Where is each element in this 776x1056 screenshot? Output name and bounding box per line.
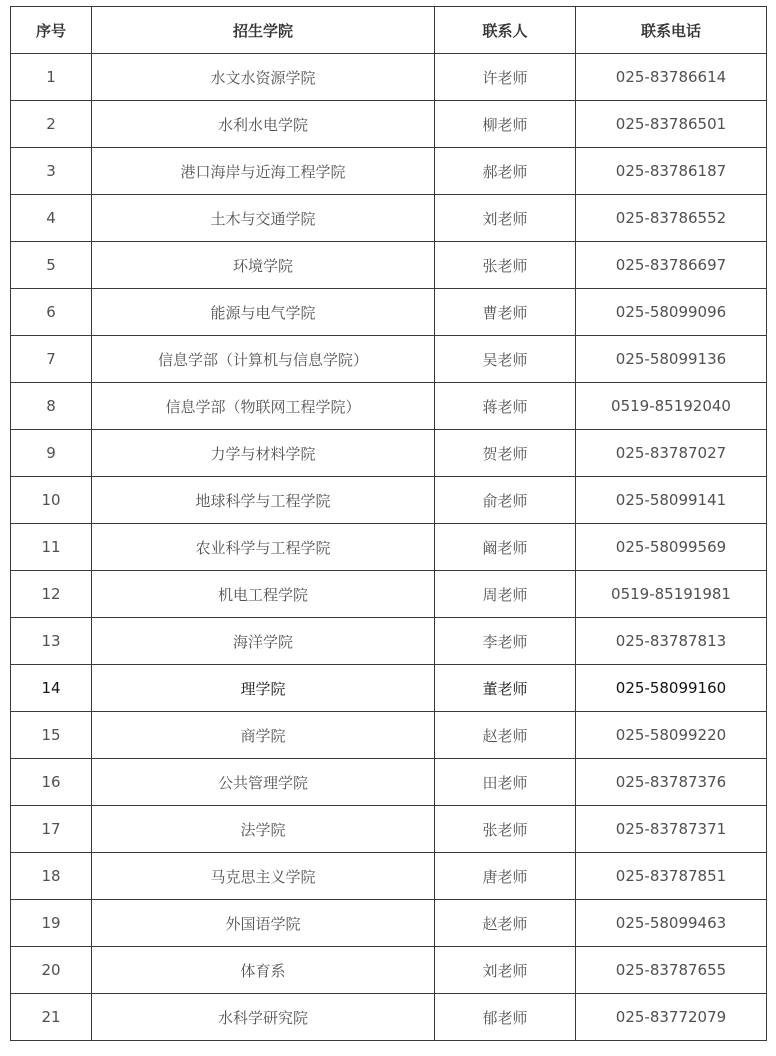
cell-no: 9 [11,430,92,477]
cell-contact: 阚老师 [435,524,576,571]
cell-no: 2 [11,101,92,148]
cell-college: 法学院 [92,806,435,853]
cell-phone: 025-58099220 [576,712,767,759]
cell-phone: 025-58099141 [576,477,767,524]
table-row [11,148,767,195]
cell-phone: 025-58099160 [576,665,767,712]
cell-phone: 025-83786697 [576,242,767,289]
cell-contact: 许老师 [435,54,576,101]
cell-no: 13 [11,618,92,665]
header-phone: 联系电话 [576,7,767,54]
cell-phone: 025-83786501 [576,101,767,148]
cell-no: 20 [11,947,92,994]
cell-college: 机电工程学院 [92,571,435,618]
cell-contact: 曹老师 [435,289,576,336]
cell-contact: 赵老师 [435,712,576,759]
table-row [11,900,767,947]
cell-college: 环境学院 [92,242,435,289]
table-row [11,806,767,853]
table-row [11,618,767,665]
cell-college: 马克思主义学院 [92,853,435,900]
table-row [11,54,767,101]
cell-college: 农业科学与工程学院 [92,524,435,571]
cell-no: 19 [11,900,92,947]
table-row [11,101,767,148]
table-row [11,994,767,1041]
cell-phone: 025-83787655 [576,947,767,994]
cell-contact: 郁老师 [435,994,576,1041]
cell-phone: 025-58099136 [576,336,767,383]
cell-college: 信息学部（计算机与信息学院） [92,336,435,383]
admissions-contact-table [10,6,767,1041]
cell-no: 6 [11,289,92,336]
cell-phone: 025-58099463 [576,900,767,947]
cell-phone: 025-58099569 [576,524,767,571]
cell-no: 15 [11,712,92,759]
cell-no: 12 [11,571,92,618]
table-row [11,947,767,994]
cell-college: 水文水资源学院 [92,54,435,101]
table-row [11,853,767,900]
cell-no: 7 [11,336,92,383]
table-row [11,712,767,759]
cell-no: 17 [11,806,92,853]
cell-phone: 025-83787027 [576,430,767,477]
cell-no: 1 [11,54,92,101]
cell-contact: 董老师 [435,665,576,712]
cell-college: 能源与电气学院 [92,289,435,336]
cell-college: 公共管理学院 [92,759,435,806]
cell-college: 水利水电学院 [92,101,435,148]
cell-no: 10 [11,477,92,524]
cell-phone: 025-83787371 [576,806,767,853]
cell-college: 海洋学院 [92,618,435,665]
cell-no: 16 [11,759,92,806]
cell-phone: 0519-85191981 [576,571,767,618]
cell-contact: 李老师 [435,618,576,665]
cell-phone: 0519-85192040 [576,383,767,430]
table-row [11,477,767,524]
cell-phone: 025-83787376 [576,759,767,806]
header-college: 招生学院 [92,7,435,54]
cell-college: 信息学部（物联网工程学院） [92,383,435,430]
cell-contact: 唐老师 [435,853,576,900]
cell-contact: 吴老师 [435,336,576,383]
cell-contact: 田老师 [435,759,576,806]
cell-no: 21 [11,994,92,1041]
cell-phone: 025-58099096 [576,289,767,336]
table-row [11,665,767,712]
contact-table-container [10,6,767,1041]
cell-no: 14 [11,665,92,712]
cell-no: 5 [11,242,92,289]
cell-college: 商学院 [92,712,435,759]
cell-college: 力学与材料学院 [92,430,435,477]
table-row [11,195,767,242]
cell-college: 外国语学院 [92,900,435,947]
header-contact: 联系人 [435,7,576,54]
cell-contact: 刘老师 [435,947,576,994]
cell-no: 3 [11,148,92,195]
table-row [11,571,767,618]
table-row [11,336,767,383]
table-row [11,383,767,430]
cell-college: 体育系 [92,947,435,994]
table-row [11,524,767,571]
cell-contact: 周老师 [435,571,576,618]
cell-phone: 025-83787851 [576,853,767,900]
cell-no: 4 [11,195,92,242]
table-row [11,289,767,336]
cell-no: 11 [11,524,92,571]
cell-contact: 俞老师 [435,477,576,524]
cell-college: 水科学研究院 [92,994,435,1041]
cell-no: 18 [11,853,92,900]
cell-college: 理学院 [92,665,435,712]
cell-contact: 张老师 [435,806,576,853]
table-header-row [11,7,767,54]
header-no: 序号 [11,7,92,54]
cell-contact: 赵老师 [435,900,576,947]
cell-contact: 蒋老师 [435,383,576,430]
cell-contact: 贺老师 [435,430,576,477]
table-row [11,430,767,477]
table-row [11,242,767,289]
cell-phone: 025-83786187 [576,148,767,195]
cell-contact: 柳老师 [435,101,576,148]
cell-college: 土木与交通学院 [92,195,435,242]
cell-college: 港口海岸与近海工程学院 [92,148,435,195]
table-row [11,759,767,806]
cell-contact: 刘老师 [435,195,576,242]
cell-contact: 郝老师 [435,148,576,195]
cell-contact: 张老师 [435,242,576,289]
cell-phone: 025-83786552 [576,195,767,242]
cell-phone: 025-83787813 [576,618,767,665]
cell-no: 8 [11,383,92,430]
cell-phone: 025-83786614 [576,54,767,101]
cell-college: 地球科学与工程学院 [92,477,435,524]
cell-phone: 025-83772079 [576,994,767,1041]
